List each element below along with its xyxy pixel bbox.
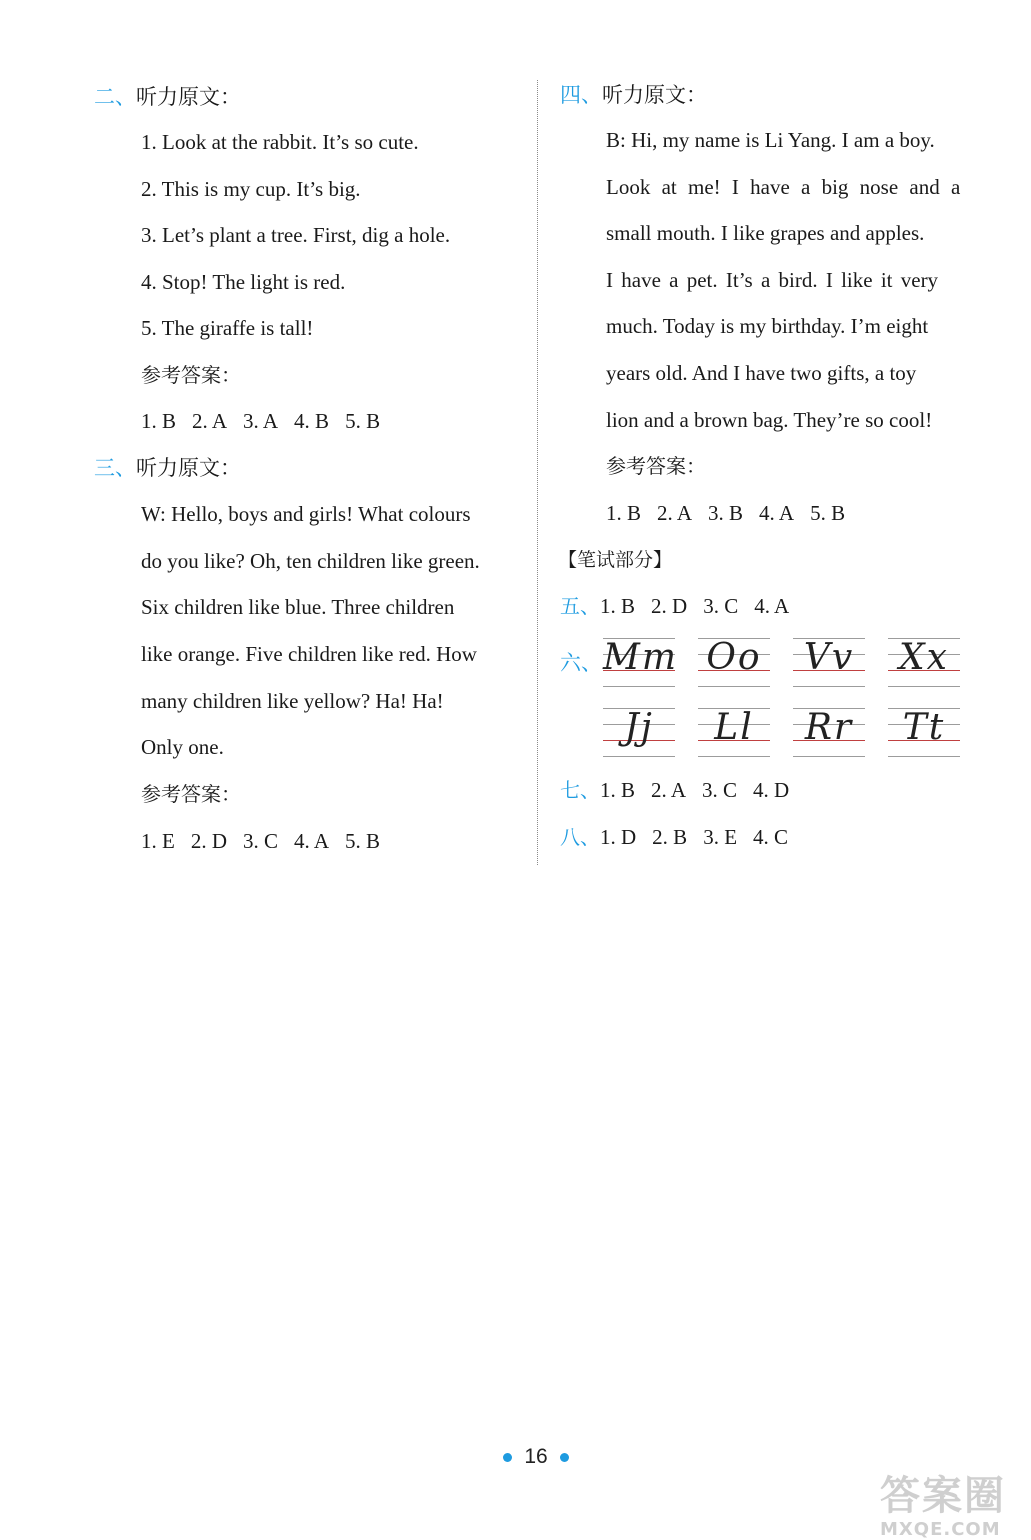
section-5-number: 五、 <box>560 594 600 618</box>
s3-line-3: Six children like blue. Three children <box>141 595 455 619</box>
section-7-number: 七、 <box>560 778 600 802</box>
section-3-number: 三、 <box>94 456 136 480</box>
s3-line-1: W: Hello, boys and girls! What colours <box>141 502 471 526</box>
watermark-logo <box>880 1473 1006 1540</box>
handwriting-letters-7: Rr <box>804 707 854 748</box>
s5-answer-4: 4. A <box>754 594 790 618</box>
handwriting-letters-6: Ll <box>714 707 754 748</box>
s3-answers <box>141 828 396 854</box>
handwriting-letters-5: Jj <box>624 707 654 748</box>
section-2-heading <box>94 84 241 110</box>
s8-answer-1: 1. D <box>600 825 637 849</box>
section-6-number: 六、 <box>560 651 602 675</box>
s8-answer-3: 3. E <box>703 825 738 849</box>
s2-answers <box>141 408 396 434</box>
s2-answer-3: 3. A <box>243 409 279 433</box>
s7-answer-4: 4. D <box>753 778 790 802</box>
s2-answer-5: 5. B <box>345 409 381 433</box>
s8-answer-4: 4. C <box>753 825 789 849</box>
watermark-en: MXQE.COM <box>880 1519 1001 1540</box>
section-5 <box>560 593 805 619</box>
handwriting-cell-6 <box>698 708 770 756</box>
section-4-title: 听力原文： <box>602 83 707 107</box>
s3-line-2: do you like? Oh, ten children like green. <box>141 549 480 573</box>
s2-answer-1: 1. B <box>141 409 177 433</box>
s4-answer-3: 3. B <box>708 501 744 525</box>
s4-line-7: lion and a brown bag. They’re so cool! <box>606 408 933 432</box>
s2-answer-4: 4. B <box>294 409 330 433</box>
handwriting-cell-3 <box>793 638 865 686</box>
section-3-title: 听力原文： <box>136 456 241 480</box>
section-4-heading <box>560 82 707 108</box>
s3-answer-4: 4. A <box>294 829 330 853</box>
s3-answer-label: 参考答案： <box>141 782 241 806</box>
handwriting-cell-2 <box>698 638 770 686</box>
s5-answer-1: 1. B <box>600 594 636 618</box>
section-6-heading <box>560 650 602 676</box>
section-3-heading <box>94 455 241 481</box>
section-7 <box>560 777 805 803</box>
s2-answer-2: 2. A <box>192 409 228 433</box>
handwriting-cell-5 <box>603 708 675 756</box>
s4-answers <box>606 500 861 526</box>
s3-line-4: like orange. Five children like red. How <box>141 642 477 666</box>
page-number <box>496 1442 576 1472</box>
section-2-title: 听力原文： <box>136 85 241 109</box>
s3-answer-1: 1. E <box>141 829 175 853</box>
section-2-number: 二、 <box>94 85 136 109</box>
handwriting-cell-4 <box>888 638 960 686</box>
handwriting-letters-8: Tt <box>902 707 946 748</box>
s4-line-2: Look at me! I have a big nose and a <box>606 175 961 199</box>
s2-line-4: 4. Stop! The light is red. <box>141 270 346 294</box>
s2-line-5: 5. The giraffe is tall! <box>141 316 314 340</box>
s2-answer-label: 参考答案： <box>141 363 241 387</box>
handwriting-letters-2: Oo <box>706 637 762 678</box>
s3-answer-5: 5. B <box>345 829 381 853</box>
page-dot-right-icon <box>560 1453 569 1462</box>
s4-line-5: much. Today is my birthday. I’m eight <box>606 314 929 338</box>
s5-answer-3: 3. C <box>703 594 739 618</box>
s2-line-2: 2. This is my cup. It’s big. <box>141 177 361 201</box>
s4-line-4: I have a pet. It’s a bird. I like it very <box>606 268 939 292</box>
page-number-text: 16 <box>524 1445 548 1468</box>
s3-answer-3: 3. C <box>243 829 279 853</box>
s4-answer-4: 4. A <box>759 501 795 525</box>
s7-answer-3: 3. C <box>702 778 738 802</box>
s4-answer-5: 5. B <box>810 501 846 525</box>
section-8 <box>560 824 804 850</box>
section-4-number: 四、 <box>560 83 602 107</box>
s2-line-1: 1. Look at the rabbit. It’s so cute. <box>141 130 419 154</box>
s4-answer-label: 参考答案： <box>606 454 706 478</box>
s4-line-3: small mouth. I like grapes and apples. <box>606 221 925 245</box>
s4-answer-1: 1. B <box>606 501 642 525</box>
handwriting-letters-4: Xx <box>899 637 949 678</box>
section-8-number: 八、 <box>560 825 600 849</box>
s3-line-5: many children like yellow? Ha! Ha! <box>141 689 444 713</box>
s8-answer-2: 2. B <box>652 825 688 849</box>
s3-answer-2: 2. D <box>190 829 227 853</box>
handwriting-letters-3: Vv <box>803 637 855 678</box>
s5-answer-2: 2. D <box>651 594 688 618</box>
s4-line-1: B: Hi, my name is Li Yang. I am a boy. <box>606 128 935 152</box>
handwriting-cell-1 <box>603 637 678 686</box>
handwriting-letters-1: Mm <box>603 637 678 678</box>
handwriting-cell-7 <box>793 708 865 756</box>
handwriting-cell-8 <box>888 708 960 756</box>
s7-answer-2: 2. A <box>651 778 687 802</box>
page-dot-left-icon <box>503 1453 512 1462</box>
watermark-cn: 答案圈 <box>880 1473 1006 1519</box>
s4-line-6: years old. And I have two gifts, a toy <box>606 361 917 385</box>
s2-line-3: 3. Let’s plant a tree. First, dig a hole. <box>141 223 451 247</box>
s7-answer-1: 1. B <box>600 778 636 802</box>
s4-answer-2: 2. A <box>657 501 693 525</box>
written-part-label: 【笔试部分】 <box>558 549 673 571</box>
s3-line-6: Only one. <box>141 735 224 759</box>
column-divider <box>537 80 538 865</box>
